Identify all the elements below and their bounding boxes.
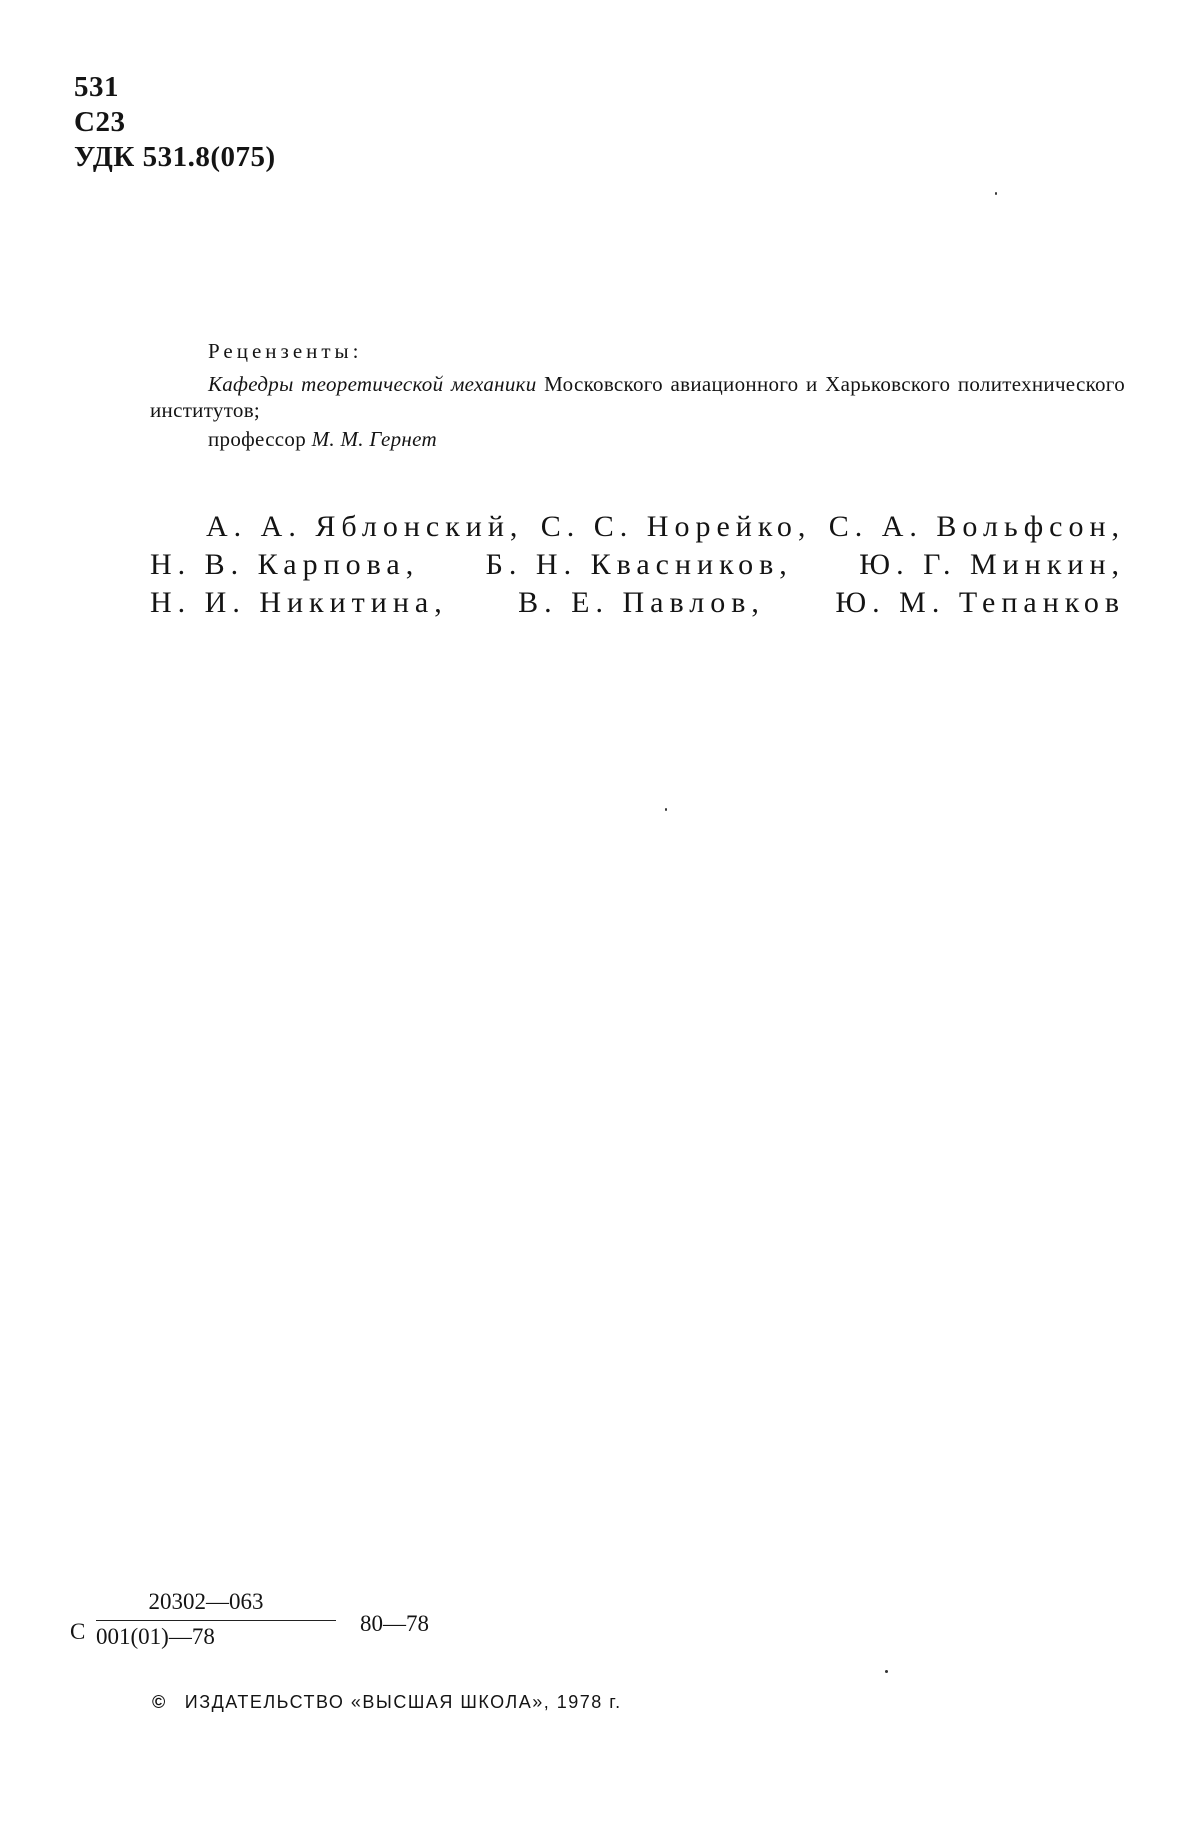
publication-code-suffix: 80—78 (360, 1611, 429, 1636)
print-speck (995, 192, 997, 195)
author-name: Ю. Г. Минкин, (859, 548, 1125, 581)
fraction-bar (96, 1620, 336, 1621)
author-name: С. С. Норейко, (540, 510, 812, 543)
author-name: Ю. М. Тепанков (835, 586, 1125, 619)
reviewers-departments (150, 371, 1125, 423)
reviewers-block (150, 338, 1125, 452)
author-name: Н. И. Никитина, (150, 586, 448, 619)
reviewers-professor (150, 426, 1125, 452)
classification-codes (74, 70, 276, 175)
author-name: А. А. Яблонский, (206, 510, 524, 543)
bbk-code: 531 (74, 71, 119, 103)
reviewers-heading: Рецензенты: (208, 339, 363, 363)
author-mark-code: С23 (74, 106, 126, 138)
authors-line (150, 584, 1125, 622)
departments-rest: Московского авиационного и Харьковского политехнического институтов; (150, 372, 1125, 422)
authors-line (150, 546, 1125, 584)
fraction-denominator: 001(01)—78 (96, 1624, 215, 1649)
copyright-line (152, 1690, 622, 1714)
departments-italic: Кафедры теоретической механики (208, 372, 537, 396)
author-name: С. А. Вольфсон, (828, 510, 1125, 543)
copyright-icon: © (152, 1692, 167, 1712)
udc-code: УДК 531.8(075) (74, 141, 276, 173)
print-speck (665, 808, 667, 811)
authors-block (150, 508, 1125, 622)
professor-name: М. М. Гернет (311, 427, 437, 451)
print-speck (885, 1670, 888, 1673)
author-name: В. Е. Павлов, (518, 586, 765, 619)
fraction-numerator: 20302—063 (148, 1589, 264, 1614)
professor-prefix: профессор (208, 427, 312, 451)
copyright-text: ИЗДАТЕЛЬСТВО «ВЫСШАЯ ШКОЛА», 1978 г. (184, 1692, 622, 1712)
authors-line (150, 508, 1125, 546)
publication-code-fraction (96, 1588, 336, 1651)
author-name: Б. Н. Квасников, (485, 548, 793, 581)
author-name: Н. В. Карпова, (150, 548, 420, 581)
publication-code-letter: С (70, 1619, 86, 1644)
